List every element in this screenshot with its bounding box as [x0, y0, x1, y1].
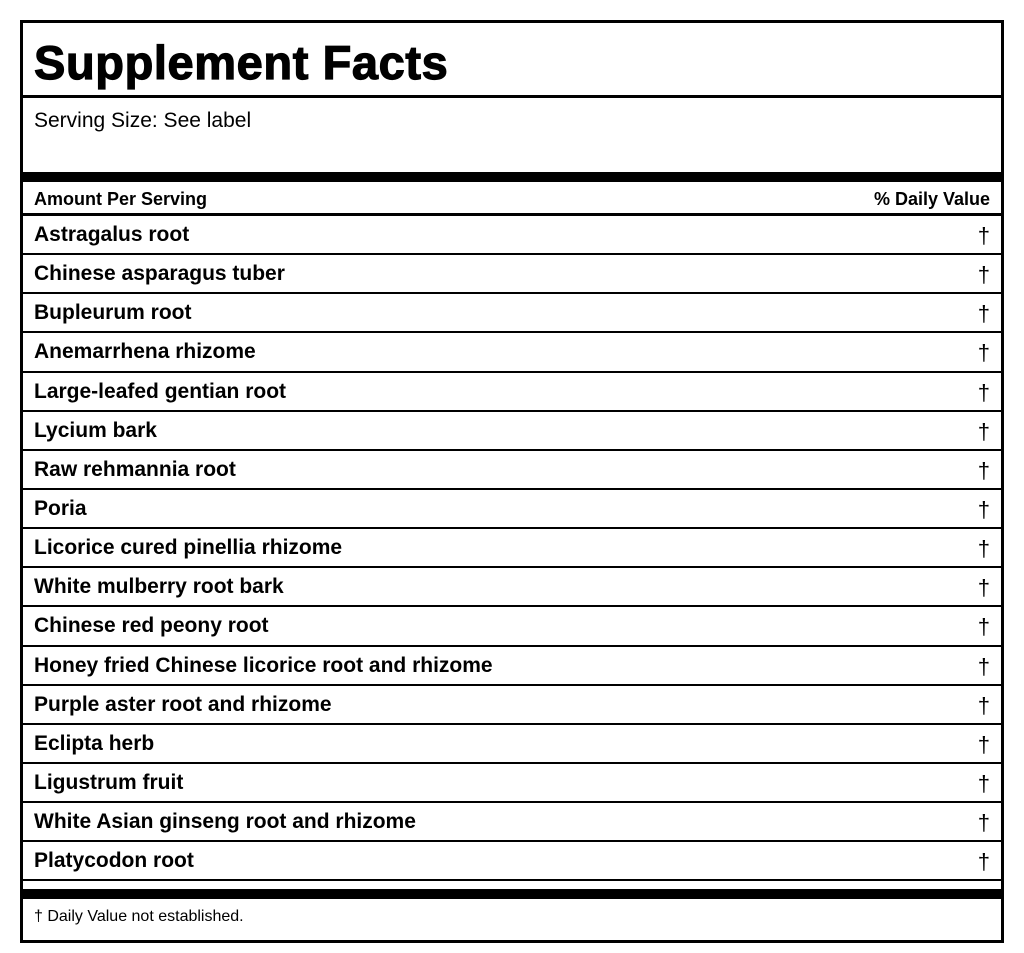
ingredient-row: [23, 568, 1001, 607]
ingredient-daily-value: †: [977, 536, 990, 562]
ingredient-name: Purple aster root and rhizome: [34, 692, 332, 716]
spacer: [23, 881, 1001, 889]
serving-size: Serving Size: See label: [34, 109, 252, 132]
ingredient-daily-value: †: [977, 379, 990, 405]
footnote: † Daily Value not established.: [34, 908, 244, 926]
ingredient-name: Anemarrhena rhizome: [34, 340, 256, 364]
ingredient-daily-value: †: [977, 770, 990, 796]
ingredient-row: [23, 490, 1001, 529]
ingredient-daily-value: †: [977, 457, 990, 483]
ingredient-daily-value: †: [977, 262, 990, 288]
ingredient-name: Ligustrum fruit: [34, 770, 184, 794]
ingredient-daily-value: †: [977, 692, 990, 718]
ingredient-name: Licorice cured pinellia rhizome: [34, 536, 343, 560]
ingredient-daily-value: †: [977, 418, 990, 444]
ingredient-row: [23, 725, 1001, 764]
ingredient-name: Honey fried Chinese licorice root and rhizome: [34, 653, 493, 677]
daily-value-header: % Daily Value: [873, 189, 990, 209]
ingredient-daily-value: †: [977, 849, 990, 875]
serving-section: [23, 98, 1001, 172]
ingredient-row: [23, 373, 1001, 412]
ingredient-row: [23, 607, 1001, 646]
ingredient-row: [23, 529, 1001, 568]
ingredient-row: [23, 294, 1001, 333]
ingredient-name: Chinese red peony root: [34, 614, 269, 638]
ingredient-daily-value: †: [977, 810, 990, 836]
ingredient-daily-value: †: [977, 575, 990, 601]
ingredient-daily-value: †: [977, 340, 990, 366]
ingredient-row: [23, 647, 1001, 686]
ingredient-name: Platycodon root: [34, 849, 194, 873]
ingredient-daily-value: †: [977, 731, 990, 757]
ingredient-name: White mulberry root bark: [34, 575, 284, 599]
ingredient-name: Raw rehmannia root: [34, 457, 236, 481]
ingredient-daily-value: †: [977, 614, 990, 640]
ingredient-list: [23, 216, 1001, 881]
ingredient-row: [23, 803, 1001, 842]
ingredient-row: [23, 333, 1001, 372]
panel-title: Supplement Facts: [34, 36, 449, 89]
thick-divider: [23, 172, 1001, 182]
ingredient-row: [23, 842, 1001, 881]
ingredient-row: [23, 412, 1001, 451]
column-header-row: [23, 182, 1001, 216]
ingredient-name: Bupleurum root: [34, 301, 192, 325]
ingredient-daily-value: †: [977, 496, 990, 522]
ingredient-row: [23, 216, 1001, 255]
ingredient-name: Chinese asparagus tuber: [34, 262, 285, 286]
amount-per-serving-header: Amount Per Serving: [34, 189, 208, 209]
ingredient-row: [23, 255, 1001, 294]
ingredient-name: Astragalus root: [34, 223, 190, 246]
ingredient-row: [23, 764, 1001, 803]
ingredient-row: [23, 686, 1001, 725]
footnote-section: [23, 899, 1001, 939]
ingredient-name: Lycium bark: [34, 418, 157, 442]
title-section: [23, 23, 1001, 98]
ingredient-name: Large-leafed gentian root: [34, 379, 287, 403]
ingredient-name: Eclipta herb: [34, 731, 155, 755]
ingredient-daily-value: †: [977, 223, 990, 248]
supplement-facts-panel: [20, 20, 1004, 943]
ingredient-row: [23, 451, 1001, 490]
ingredient-name: White Asian ginseng root and rhizome: [34, 810, 416, 834]
ingredient-daily-value: †: [977, 653, 990, 679]
ingredient-daily-value: †: [977, 301, 990, 327]
ingredient-name: Poria: [34, 496, 87, 520]
thick-divider-bottom: [23, 889, 1001, 899]
